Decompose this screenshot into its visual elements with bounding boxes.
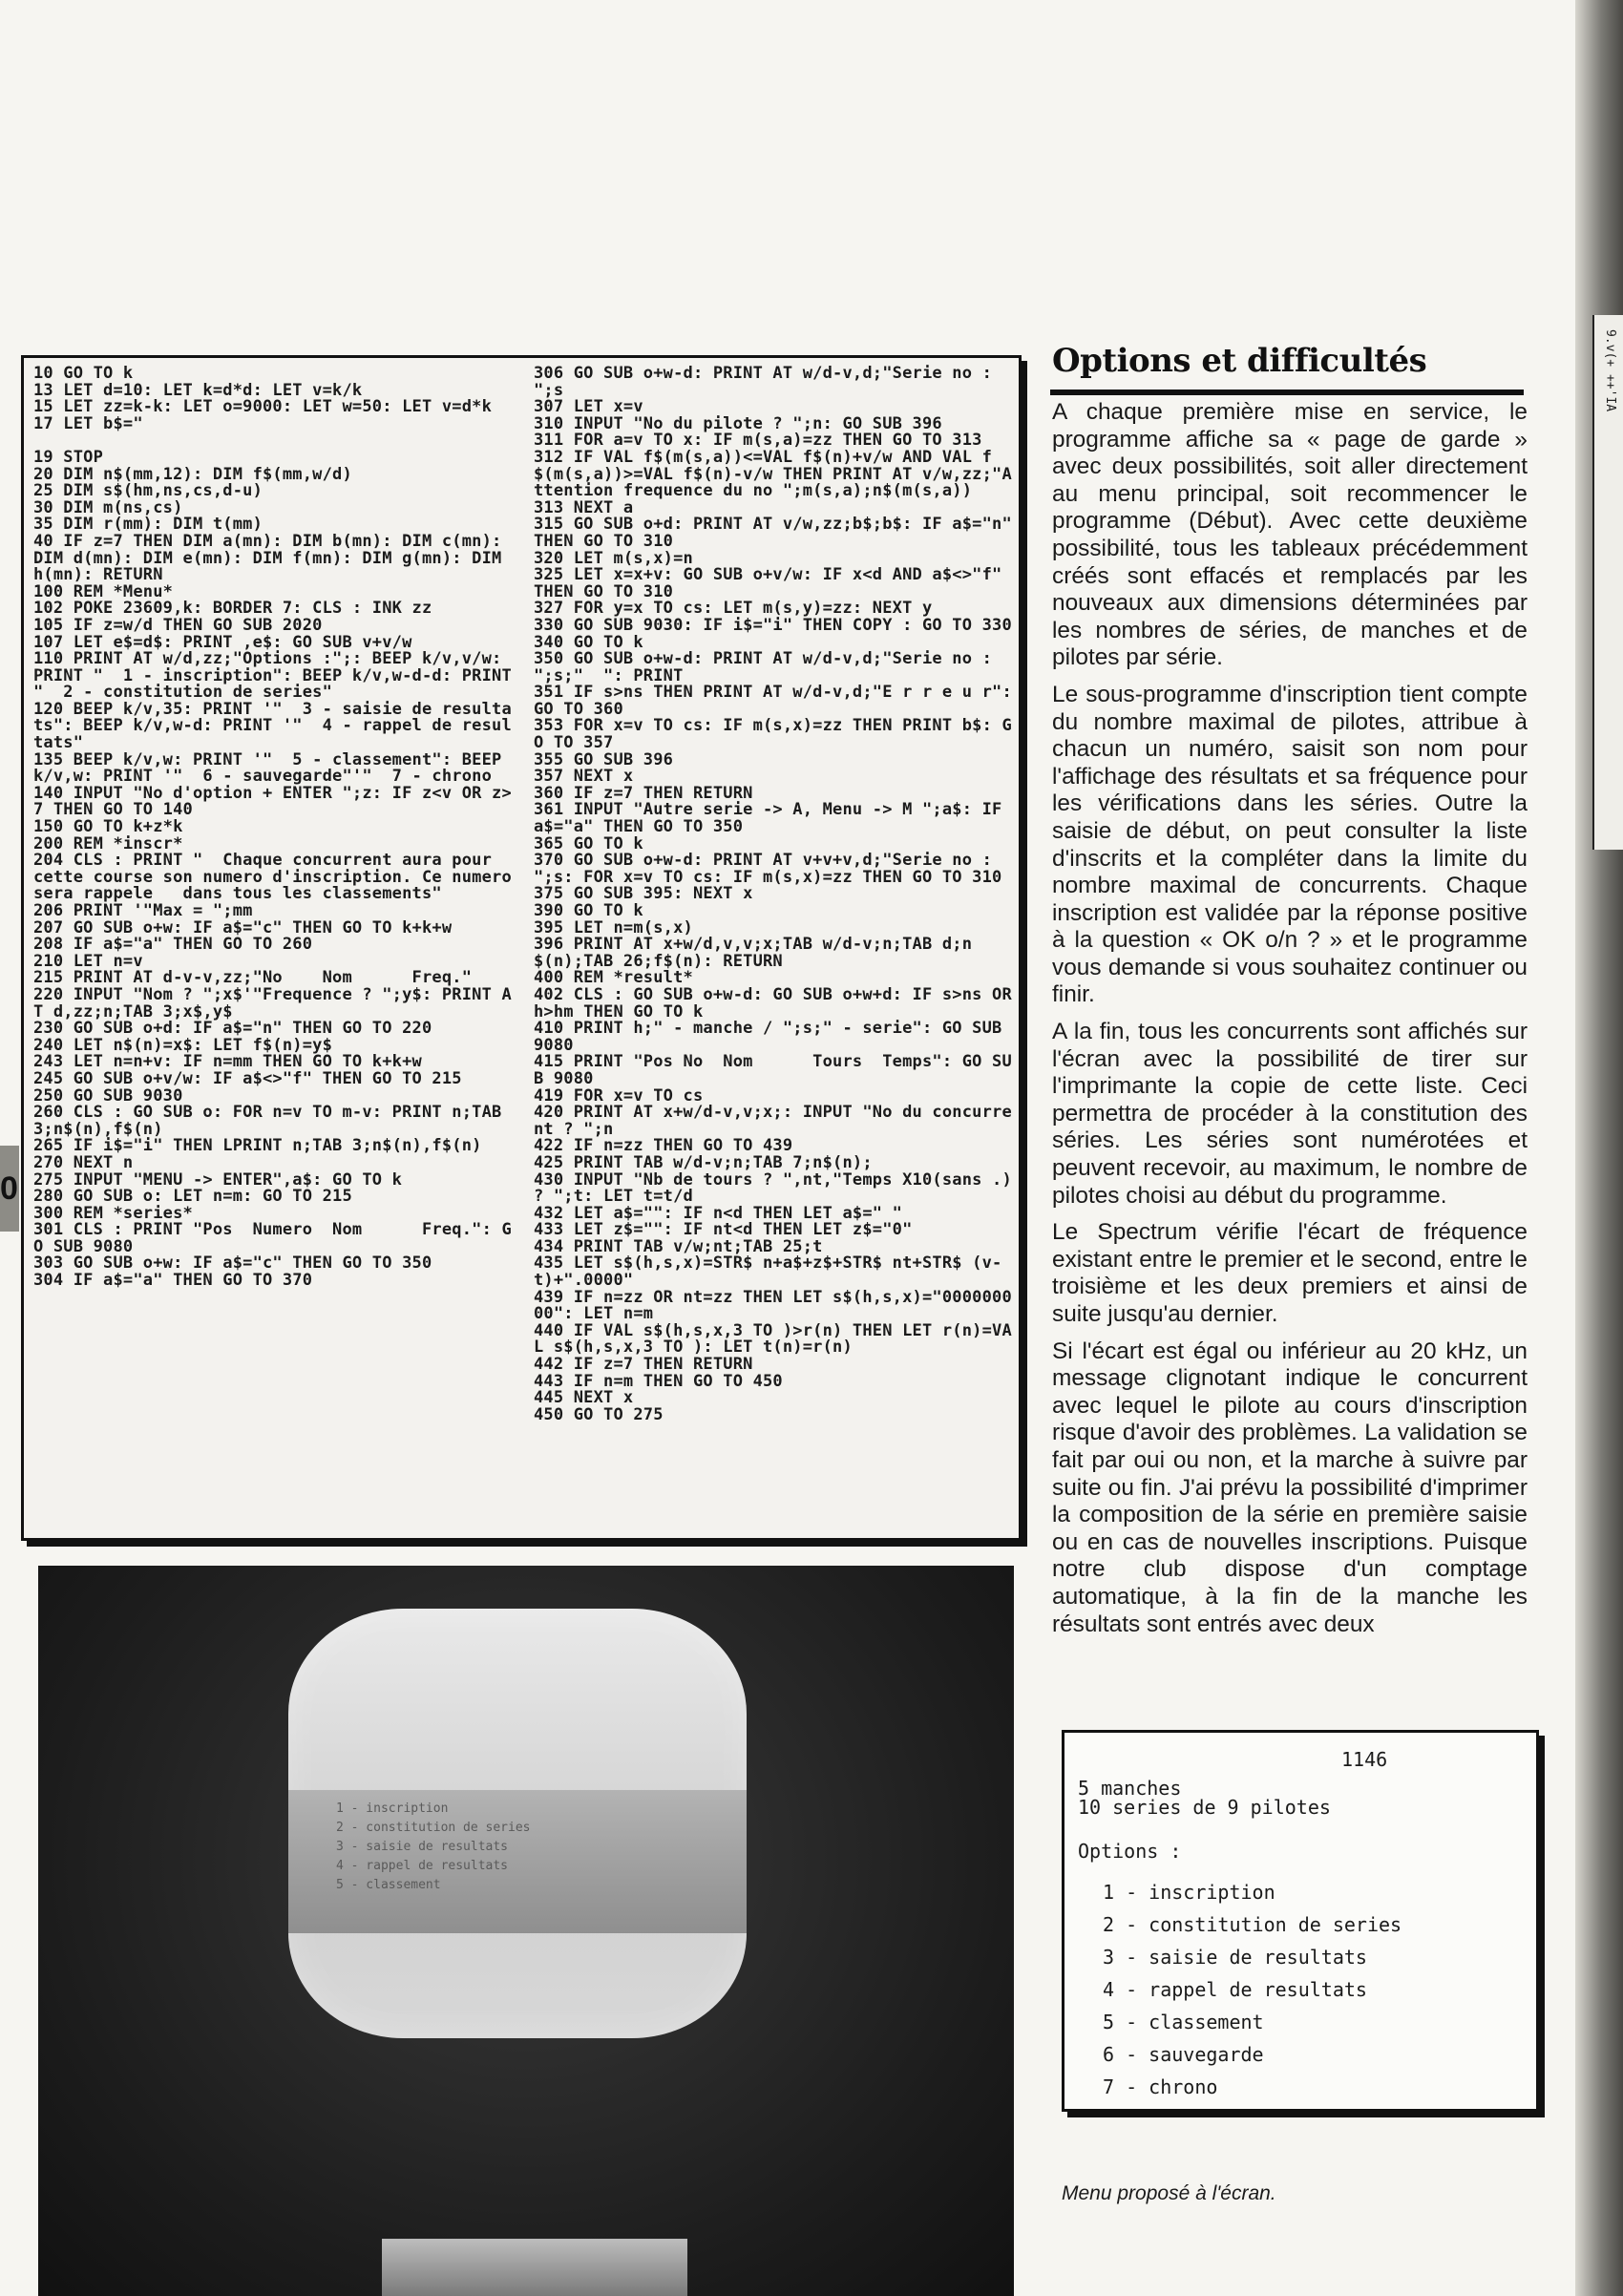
- screen-line: 5 - classement: [336, 1878, 441, 1892]
- adjacent-page-text: 9.v(+ ++'IA: [1603, 329, 1617, 412]
- tv-screen: [288, 1609, 747, 2038]
- menu-options-list: [1103, 1876, 1402, 2103]
- tv-screen-photo: [38, 1566, 1014, 2296]
- screen-line: 2 - constitution de series: [336, 1821, 531, 1835]
- menu-manches: 5 manches: [1078, 1777, 1182, 1800]
- code-column-right: 306 GO SUB o+w-d: PRINT AT w/d-v,d;"Serie no : ";s 307 LET x=v 310 INPUT "No du pilote ? ";n: GO SUB 396 311 FOR a=v TO x: IF m(s,a)=zz THEN GO TO 313 312 IF VAL f$(m(s,a))<=VAL f$(n)+v/w AND VAL f$(m(s,a))>=VAL f$(n)-v/w THEN PRINT AT v/w,zz;"Attention frequence du no ";m(s,a);n$(m(s,a)) 313 NEXT a 315 GO SUB o+d: PRINT AT v/w,zz;b$;b$: IF a$="n" THEN GO TO 310 320 LET m(s,x)=n 325 LET x=x+v: GO SUB o+v/w: IF x<d AND a$<>"f" THEN GO TO 310 327 FOR y=x TO cs: LET m(s,y)=zz: NEXT y 330 GO SUB 9030: IF i$="i" THEN COPY : GO TO 330 340 GO TO k 350 GO SUB o+w-d: PRINT AT w/d-v,d;"Serie no : ";s;" ": PRINT 351 IF s>ns THEN PRINT AT w/d-v,d;"E r r e u r": GO TO 360 353 FOR x=v TO cs: IF m(s,x)=zz THEN PRINT b$: GO TO 357 355 GO SUB 396 357 NEXT x 360 IF z=7 THEN RETURN 361 INPUT "Autre serie -> A, Menu -> M ";a$: IF a$="a" THEN GO TO 350 365 GO TO k 370 GO SUB o+w-d: PRINT AT v+v+v,d;"Serie no : ";s: FOR x=v TO cs: IF m(s,x)=zz THEN GO TO 310 375 GO SUB 395: NEXT x 390 GO TO k 395 LET n=m(s,x) 396 PRINT AT x+w/d,v,v;x;TAB w/d-v;n;TAB d;n$(n);TAB 26;f$(n): RETURN 400 REM *result* 402 CLS : GO SUB o+w-d: GO SUB o+w+d: IF s>ns OR h>hm THEN GO TO k 410 PRINT h;" - manche / ";s;" - serie": GO SUB 9080 415 PRINT "Pos No Nom Tours Temps": GO SUB 9080 419 FOR x=v TO cs 420 PRINT AT x+w/d-v,v;x;: INPUT "No du concurrent ? ";n 422 IF n=zz THEN GO TO 439 425 PRINT TAB w/d-v;n;TAB 7;n$(n); 430 INPUT "Nb de tours ? ",nt,"Temps X10(sans .) ? ";t: LET t=t/d 432 LET a$="": IF n<d THEN LET a$=" " 433 LET z$="": IF nt<d THEN LET z$="0" 434 PRINT TAB v/w;nt;TAB 25;t 435 LET s$(h,s,x)=STR$ n+a$+z$+STR$ nt+STR$ (v-t)+".0000" 439 IF n=zz OR nt=zz THEN LET s$(h,s,x)="000000000": LET n=m 440 IF VAL s$(h,s,x,3 TO )>r(n) THEN LET r(n)=VAL s$(h,s,x,3 TO ): LET t(n)=r(n) 442 IF z=7 THEN RETURN 443 IF n=m THEN GO TO 450 445 NEXT x 450 GO TO 275: [534, 364, 1012, 1424]
- menu-option: 4 - rappel de resultats: [1103, 1978, 1367, 2001]
- article-paragraph: Le sous-programme d'inscription tient compte du nombre maximal de pilotes, attribue à chacun un numéro, saisit son nom pour l'affichage des résultats et sa fréquence pour les vérifications dans les séries. Outre la saisie de début, on peut consulter la liste d'inscrits et la compléter dans la limite du nombre maximal de concurrents. Chaque inscription est validée par la réponse positive à la question « OK o/n ? » et le programme vous demande si vous souhaitez continuer ou finir.: [1052, 681, 1528, 1008]
- article-paragraph: A la fin, tous les concurrents sont affichés sur l'écran avec la possibilité de tirer sur l'imprimante la copie de cette liste. Ceci permettra de procéder à la constitution des séries. Les séries sont numérotées et peuvent recevoir, au maximum, le nombre de pilotes choisi au début du programme.: [1052, 1019, 1528, 1209]
- code-listing: [21, 355, 1022, 1541]
- figure-caption: Menu proposé à l'écran.: [1062, 2182, 1276, 2204]
- menu-option: 7 - chrono: [1103, 2075, 1218, 2098]
- page-number: 0: [0, 1169, 18, 1207]
- menu-series: 10 series de 9 pilotes: [1078, 1796, 1331, 1819]
- tv-stand: [382, 2239, 687, 2296]
- menu-options-label: Options :: [1078, 1840, 1182, 1863]
- menu-option: 2 - constitution de series: [1103, 1913, 1402, 1936]
- menu-option: 5 - classement: [1103, 2011, 1264, 2033]
- code-column-left: 10 GO TO k 13 LET d=10: LET k=d*d: LET v=k/k 15 LET zz=k-k: LET o=9000: LET w=50: LET v=d*k 17 LET b$=" 19 STOP 20 DIM n$(mm,12): DIM f$(mm,w/d) 25 DIM s$(hm,ns,cs,d-u) 30 DIM m(ns,cs) 35 DIM r(mm): DIM t(mm) 40 IF z=7 THEN DIM a(mn): DIM b(mn): DIM c(mn): DIM d(mn): DIM e(mn): DIM f(mn): DIM g(mn): DIM h(mn): RETURN 100 REM *Menu* 102 POKE 23609,k: BORDER 7: CLS : INK zz 105 IF z=w/d THEN GO SUB 2020 107 LET e$=d$: PRINT ,e$: GO SUB v+v/w 110 PRINT AT w/d,zz;"Options :";: BEEP k/v,v/w: PRINT " 1 - inscription": BEEP k/v,w-d-d: PRINT " 2 - constitution de series" 120 BEEP k/v,35: PRINT '" 3 - saisie de resultats": BEEP k/v,w-d: PRINT '" 4 - rappel de resultats" 135 BEEP k/v,w: PRINT '" 5 - classement": BEEP k/v,w: PRINT '" 6 - sauvegarde"'" 7 - chrono 140 INPUT "No d'option + ENTER ";z: IF z<v OR z>7 THEN GO TO 140 150 GO TO k+z*k 200 REM *inscr* 204 CLS : PRINT " Chaque concurrent aura pour cette course son numero d'inscription. Ce numero sera rappele dans tous les classements" 206 PRINT '"Max = ";mm 207 GO SUB o+w: IF a$="c" THEN GO TO k+k+w 208 IF a$="a" THEN GO TO 260 210 LET n=v 215 PRINT AT d-v-v,zz;"No Nom Freq." 220 INPUT "Nom ? ";x$'"Frequence ? ";y$: PRINT AT d,zz;n;TAB 3;x$,y$ 230 GO SUB o+d: IF a$="n" THEN GO TO 220 240 LET n$(n)=x$: LET f$(n)=y$ 243 LET n=n+v: IF n=mm THEN GO TO k+k+w 245 GO SUB o+v/w: IF a$<>"f" THEN GO TO 215 250 GO SUB 9030 260 CLS : GO SUB o: FOR n=v TO m-v: PRINT n;TAB 3;n$(n),f$(n) 265 IF i$="i" THEN LPRINT n;TAB 3;n$(n),f$(n) 270 NEXT n 275 INPUT "MENU -> ENTER",a$: GO TO k 280 GO SUB o: LET n=m: GO TO 215 300 REM *series* 301 CLS : PRINT "Pos Numero Nom Freq.": GO SUB 9080 303 GO SUB o+w: IF a$="c" THEN GO TO 350 304 IF a$="a" THEN GO TO 370: [33, 364, 512, 1291]
- menu-option: 1 - inscription: [1103, 1881, 1275, 1904]
- menu-option: 3 - saisie de resultats: [1103, 1946, 1367, 1969]
- screen-line: 4 - rappel de resultats: [336, 1859, 509, 1873]
- page-number-tab: [0, 1146, 19, 1232]
- heading-rule: [1050, 390, 1524, 395]
- article-paragraph: A chaque première mise en service, le programme affiche sa « page de garde » avec deux possibilités, soit aller directement au menu principal, soit recommencer le programme (Début). Avec cette deuxième possibilité, tous les tableaux précédemment créés sont effacés et remplacés par les nouveaux aux dimensions déterminées par les nombres de séries, de manches et de pilotes par série.: [1052, 399, 1528, 671]
- screen-line: 1 - inscription: [336, 1801, 449, 1816]
- article-paragraph: Si l'écart est égal ou inférieur au 20 kHz, un message clignotant indique le concurrent avec lequel le pilote au cours d'inscription risque d'avoir des problèmes. La validation se fait par oui ou non, et la marche à suivre par suite ou fin. J'ai prévu la possibilité d'imprimer la composition de la série en première saisie ou en cas de nouvelles inscriptions. Puisque notre club dispose d'un comptage automatique, à la fin de la manche les résultats sont entrés avec deux: [1052, 1338, 1528, 1637]
- menu-option: 6 - sauvegarde: [1103, 2043, 1264, 2066]
- screen-menu-text: [336, 1800, 699, 1895]
- article-heading: Options et difficultés: [1052, 342, 1427, 380]
- menu-screenshot-box: [1062, 1730, 1539, 2112]
- screen-line: 3 - saisie de resultats: [336, 1840, 509, 1854]
- article-body: [1052, 399, 1528, 1648]
- article-paragraph: Le Spectrum vérifie l'écart de fréquence existant entre le premier et le second, entre le troisième et les deux premiers et ainsi de suite jusqu'au dernier.: [1052, 1219, 1528, 1327]
- menu-count: 1146: [1341, 1748, 1388, 1771]
